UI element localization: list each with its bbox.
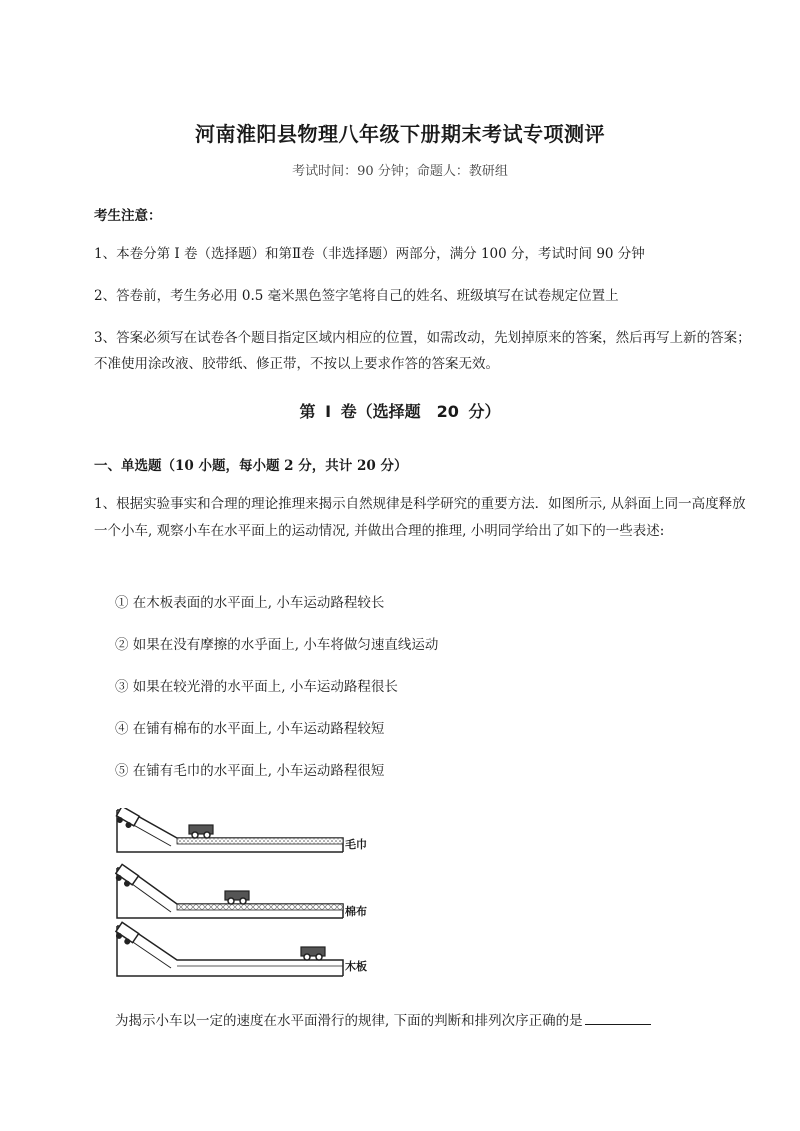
cart-icon bbox=[301, 947, 325, 960]
notice-heading: 考生注意： bbox=[94, 208, 162, 224]
figure-label-board: 木板 bbox=[345, 960, 367, 973]
page-title: 河南淮阳县物理八年级下册期末考试专项测评 bbox=[195, 122, 605, 146]
question-option: ⑤ 在铺有毛巾的水平面上, 小车运动路程很短 bbox=[115, 763, 385, 779]
cloth-setup bbox=[115, 864, 343, 918]
towel-setup bbox=[115, 808, 343, 852]
question-group-heading: 一、单选题（10 小题，每小题 2 分，共计 20 分） bbox=[94, 458, 408, 474]
question-stem: 1、根据实验事实和合理的理论推理来揭示自然规律是科学研究的重要方法．如图所示, 从斜面上同一高度释放一个小车, 观察小车在水平面上的运动情况, 并做出合理的推理, 小明同学给出了如下的一些表述: bbox=[94, 496, 746, 539]
question-prompt bbox=[115, 1009, 651, 1029]
notice-item: 1、本卷分第 I 卷（选择题）和第Ⅱ卷（非选择题）两部分，满分 100 分，考试时间 90 分钟 bbox=[94, 246, 645, 262]
notice-item: 2、答卷前，考生务必用 0.5 毫米黑色签字笔将自己的姓名、班级填写在试卷规定位置上 bbox=[94, 288, 619, 304]
figure-label-cloth: 棉布 bbox=[345, 905, 367, 918]
question-option: ② 如果在没有摩擦的水乎面上, 小车将做匀速直线运动 bbox=[115, 637, 439, 653]
answer-blank[interactable] bbox=[585, 1011, 651, 1025]
exam-info: 考试时间：90 分钟；命题人：教研组 bbox=[292, 164, 508, 179]
cart-icon bbox=[225, 891, 249, 904]
section-title: 第 I 卷（选择题 20 分） bbox=[299, 402, 501, 421]
board-setup bbox=[115, 922, 343, 976]
incline-cart-figure bbox=[115, 808, 385, 983]
figure-label-towel: 毛巾 bbox=[345, 838, 367, 851]
question-option: ① 在木板表面的水平面上, 小车运动路程较长 bbox=[115, 595, 385, 611]
notice-item: 3、答案必须写在试卷各个题目指定区域内相应的位置，如需改动，先划掉原来的答案，然后再写上新的答案；不准使用涂改液、胶带纸、修正带，不按以上要求作答的答案无效。 bbox=[94, 330, 751, 372]
question-option: ④ 在铺有棉布的水平面上, 小车运动路程较短 bbox=[115, 721, 385, 737]
cart-icon bbox=[189, 825, 213, 838]
cart-icon bbox=[115, 808, 139, 830]
question-option: ③ 如果在较光滑的水平面上, 小车运动路程很长 bbox=[115, 679, 398, 695]
question-prompt-text: 为揭示小车以一定的速度在水平面滑行的规律, 下面的判断和排列次序正确的是 bbox=[115, 1013, 583, 1029]
